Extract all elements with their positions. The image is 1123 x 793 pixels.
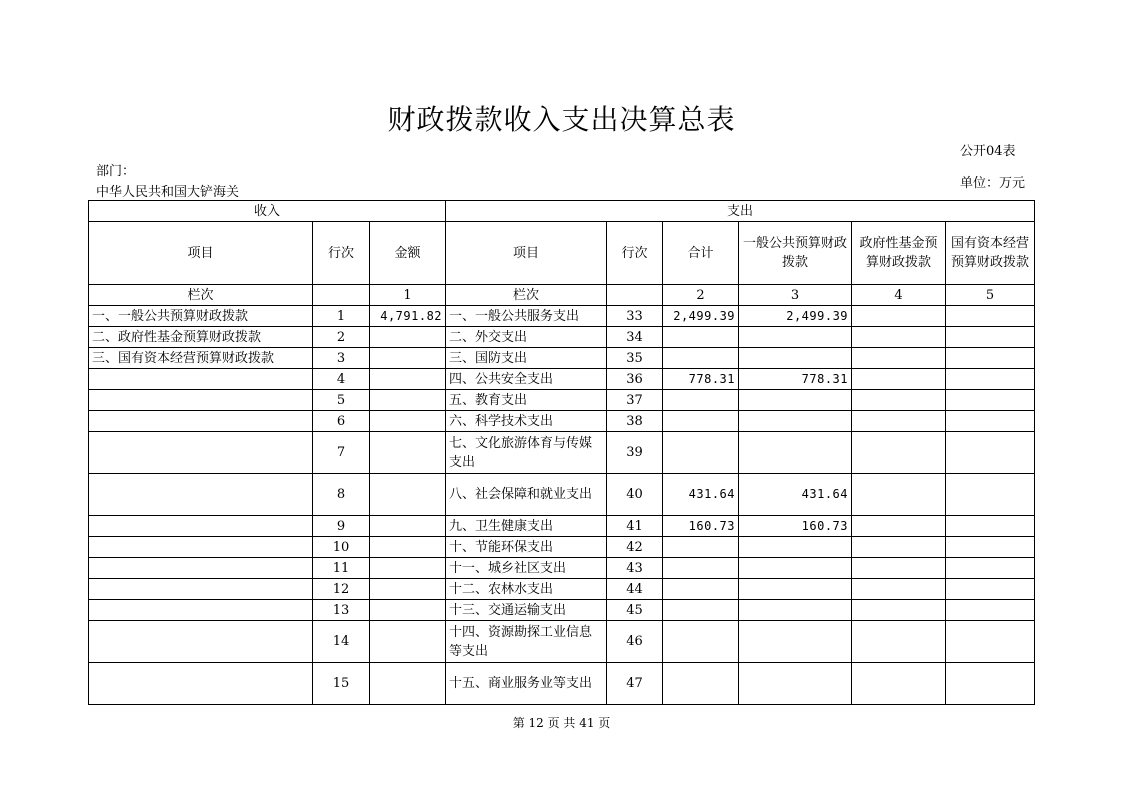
income-amount-cell: [370, 537, 446, 558]
form-number: 公开04表: [960, 144, 1016, 159]
total-cell: 2,499.39: [663, 306, 739, 327]
total-cell: 778.31: [663, 369, 739, 390]
fund-budget-cell: [852, 348, 946, 369]
total-header: 合计: [663, 222, 739, 285]
income-item-cell: [89, 432, 313, 474]
fund-budget-header: 政府性基金预算财政拨款: [852, 222, 946, 285]
income-line-cell: 7: [313, 432, 370, 474]
income-line-cell: 8: [313, 474, 370, 516]
income-item-cell: [89, 369, 313, 390]
income-amount-cell: [370, 390, 446, 411]
income-item-cell: [89, 600, 313, 621]
expense-line-cell: 46: [607, 621, 663, 663]
state-capital-cell: [946, 327, 1035, 348]
budget-table: [88, 200, 1035, 705]
income-item-cell: [89, 390, 313, 411]
table-row: [89, 516, 1035, 537]
header-row-columns: [89, 222, 1035, 285]
expense-item-cell: 九、卫生健康支出: [446, 516, 607, 537]
col-index-empty: [607, 285, 663, 306]
income-amount-cell: [370, 369, 446, 390]
total-cell: [663, 411, 739, 432]
expense-item-cell: 十、节能环保支出: [446, 537, 607, 558]
fund-budget-cell: [852, 537, 946, 558]
expense-item-cell: 十二、农林水支出: [446, 579, 607, 600]
income-header: 收入: [89, 201, 446, 222]
state-capital-cell: [946, 411, 1035, 432]
fund-budget-cell: [852, 327, 946, 348]
total-cell: [663, 537, 739, 558]
table-row: [89, 474, 1035, 516]
department-name: 中华人民共和国大铲海关: [96, 185, 240, 200]
fund-budget-cell: [852, 663, 946, 705]
fund-budget-cell: [852, 600, 946, 621]
fund-budget-cell: [852, 558, 946, 579]
state-capital-cell: [946, 390, 1035, 411]
state-capital-cell: [946, 432, 1035, 474]
col-index-1: 1: [370, 285, 446, 306]
header-row-group: [89, 201, 1035, 222]
expense-item-cell: 十四、资源勘探工业信息等支出: [446, 621, 607, 663]
expense-item-cell: 五、教育支出: [446, 390, 607, 411]
table-row: [89, 600, 1035, 621]
expense-line-cell: 42: [607, 537, 663, 558]
expense-item-cell: 一、一般公共服务支出: [446, 306, 607, 327]
expense-item-cell: 八、社会保障和就业支出: [446, 474, 607, 516]
department-label: 部门：: [96, 164, 136, 179]
income-line-cell: 4: [313, 369, 370, 390]
income-amount-cell: [370, 600, 446, 621]
general-budget-cell: [739, 348, 852, 369]
table-row: [89, 390, 1035, 411]
expense-header: 支出: [446, 201, 1035, 222]
income-line-cell: 1: [313, 306, 370, 327]
fund-budget-cell: [852, 474, 946, 516]
income-item-cell: [89, 537, 313, 558]
fund-budget-cell: [852, 516, 946, 537]
expense-item-cell: 二、外交支出: [446, 327, 607, 348]
unit-label: 单位：万元: [960, 176, 1026, 191]
general-budget-cell: [739, 600, 852, 621]
page-title: 财政拨款收入支出决算总表: [387, 103, 736, 136]
income-amount-cell: [370, 327, 446, 348]
table-row: [89, 348, 1035, 369]
income-amount-cell: [370, 432, 446, 474]
fund-budget-cell: [852, 411, 946, 432]
state-capital-cell: [946, 306, 1035, 327]
table-row: [89, 411, 1035, 432]
general-budget-header: 一般公共预算财政拨款: [739, 222, 852, 285]
col-index-4: 4: [852, 285, 946, 306]
state-capital-cell: [946, 474, 1035, 516]
income-amount-cell: [370, 579, 446, 600]
col-label-income: 栏次: [89, 285, 313, 306]
income-line-cell: 3: [313, 348, 370, 369]
general-budget-cell: 160.73: [739, 516, 852, 537]
expense-item-cell: 六、科学技术支出: [446, 411, 607, 432]
col-index-2: 2: [663, 285, 739, 306]
total-cell: [663, 663, 739, 705]
total-cell: [663, 600, 739, 621]
state-capital-cell: [946, 558, 1035, 579]
total-cell: [663, 432, 739, 474]
income-item-cell: [89, 411, 313, 432]
income-line-cell: 6: [313, 411, 370, 432]
income-line-cell: 14: [313, 621, 370, 663]
expense-line-cell: 41: [607, 516, 663, 537]
expense-item-header: 项目: [446, 222, 607, 285]
state-capital-header: 国有资本经营预算财政拨款: [946, 222, 1035, 285]
income-amount-cell: [370, 558, 446, 579]
income-item-cell: [89, 474, 313, 516]
total-cell: [663, 390, 739, 411]
expense-line-cell: 34: [607, 327, 663, 348]
general-budget-cell: 431.64: [739, 474, 852, 516]
col-index-empty: [313, 285, 370, 306]
fund-budget-cell: [852, 306, 946, 327]
income-line-cell: 12: [313, 579, 370, 600]
general-budget-cell: [739, 327, 852, 348]
income-amount-cell: [370, 516, 446, 537]
income-item-cell: [89, 558, 313, 579]
page-footer: 第 12 页 共 41 页: [512, 716, 611, 730]
income-amount-cell: [370, 474, 446, 516]
state-capital-cell: [946, 621, 1035, 663]
table-row: [89, 432, 1035, 474]
state-capital-cell: [946, 369, 1035, 390]
expense-line-cell: 44: [607, 579, 663, 600]
income-amount-cell: [370, 348, 446, 369]
expense-item-cell: 十一、城乡社区支出: [446, 558, 607, 579]
fund-budget-cell: [852, 390, 946, 411]
income-line-cell: 13: [313, 600, 370, 621]
expense-item-cell: 三、国防支出: [446, 348, 607, 369]
col-index-5: 5: [946, 285, 1035, 306]
total-cell: [663, 579, 739, 600]
total-cell: [663, 327, 739, 348]
expense-item-cell: 七、文化旅游体育与传媒支出: [446, 432, 607, 474]
table-row: [89, 327, 1035, 348]
table-row: [89, 579, 1035, 600]
expense-line-cell: 36: [607, 369, 663, 390]
income-item-cell: [89, 516, 313, 537]
fund-budget-cell: [852, 369, 946, 390]
fund-budget-cell: [852, 432, 946, 474]
expense-line-cell: 43: [607, 558, 663, 579]
general-budget-cell: [739, 537, 852, 558]
general-budget-cell: [739, 411, 852, 432]
income-line-header: 行次: [313, 222, 370, 285]
col-label-expense: 栏次: [446, 285, 607, 306]
total-cell: [663, 558, 739, 579]
general-budget-cell: [739, 663, 852, 705]
income-line-cell: 11: [313, 558, 370, 579]
income-line-cell: 15: [313, 663, 370, 705]
income-amount-header: 金额: [370, 222, 446, 285]
income-line-cell: 9: [313, 516, 370, 537]
state-capital-cell: [946, 516, 1035, 537]
column-index-row: [89, 285, 1035, 306]
state-capital-cell: [946, 348, 1035, 369]
income-line-cell: 10: [313, 537, 370, 558]
total-cell: 160.73: [663, 516, 739, 537]
fund-budget-cell: [852, 621, 946, 663]
expense-line-cell: 37: [607, 390, 663, 411]
state-capital-cell: [946, 579, 1035, 600]
income-line-cell: 2: [313, 327, 370, 348]
income-item-cell: [89, 621, 313, 663]
income-item-cell: 一、一般公共预算财政拨款: [89, 306, 313, 327]
expense-line-cell: 39: [607, 432, 663, 474]
income-item-cell: 二、政府性基金预算财政拨款: [89, 327, 313, 348]
general-budget-cell: [739, 579, 852, 600]
expense-item-cell: 十三、交通运输支出: [446, 600, 607, 621]
table-row: [89, 558, 1035, 579]
table-row: [89, 537, 1035, 558]
fund-budget-cell: [852, 579, 946, 600]
table-row: [89, 663, 1035, 705]
income-item-cell: [89, 579, 313, 600]
income-item-cell: 三、国有资本经营预算财政拨款: [89, 348, 313, 369]
expense-line-cell: 35: [607, 348, 663, 369]
expense-line-header: 行次: [607, 222, 663, 285]
income-amount-cell: [370, 411, 446, 432]
income-amount-cell: 4,791.82: [370, 306, 446, 327]
income-line-cell: 5: [313, 390, 370, 411]
general-budget-cell: [739, 558, 852, 579]
total-cell: [663, 348, 739, 369]
income-item-cell: [89, 663, 313, 705]
expense-line-cell: 33: [607, 306, 663, 327]
col-index-3: 3: [739, 285, 852, 306]
expense-line-cell: 40: [607, 474, 663, 516]
expense-line-cell: 47: [607, 663, 663, 705]
state-capital-cell: [946, 537, 1035, 558]
table-row: [89, 306, 1035, 327]
state-capital-cell: [946, 600, 1035, 621]
general-budget-cell: 2,499.39: [739, 306, 852, 327]
table-row: [89, 369, 1035, 390]
expense-line-cell: 45: [607, 600, 663, 621]
total-cell: [663, 621, 739, 663]
expense-item-cell: 十五、商业服务业等支出: [446, 663, 607, 705]
general-budget-cell: [739, 432, 852, 474]
state-capital-cell: [946, 663, 1035, 705]
total-cell: 431.64: [663, 474, 739, 516]
income-amount-cell: [370, 621, 446, 663]
general-budget-cell: 778.31: [739, 369, 852, 390]
general-budget-cell: [739, 621, 852, 663]
expense-item-cell: 四、公共安全支出: [446, 369, 607, 390]
income-amount-cell: [370, 663, 446, 705]
income-item-header: 项目: [89, 222, 313, 285]
general-budget-cell: [739, 390, 852, 411]
expense-line-cell: 38: [607, 411, 663, 432]
table-row: [89, 621, 1035, 663]
